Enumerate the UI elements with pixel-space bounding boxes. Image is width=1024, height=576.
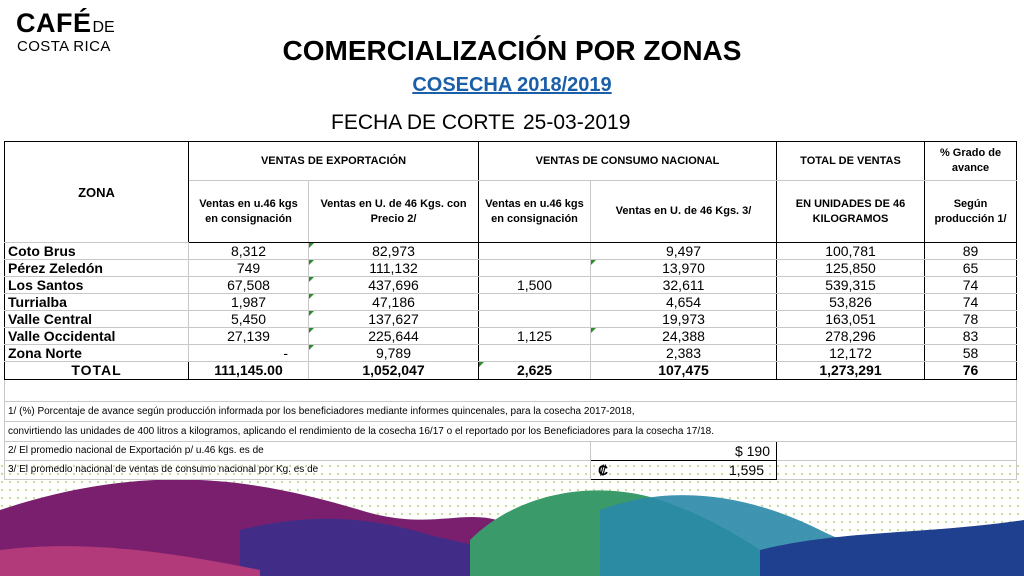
total-value: 163,051 bbox=[777, 311, 925, 328]
footnote-2: 2/ El promedio nacional de Exportación p/ u.46 kgs. es de bbox=[5, 442, 591, 461]
table-row bbox=[5, 328, 1017, 345]
nat-consig-value bbox=[479, 260, 591, 277]
nat-consig-value bbox=[479, 311, 591, 328]
nat-units-value: 2,383 bbox=[591, 345, 777, 362]
table-row bbox=[5, 260, 1017, 277]
export-average-price: $ 190 bbox=[591, 442, 777, 461]
header-national-group: VENTAS DE CONSUMO NACIONAL bbox=[479, 142, 777, 181]
national-average-price bbox=[591, 461, 777, 480]
exp-consig-value: 1,987 bbox=[189, 294, 309, 311]
exp-consig-value: 27,139 bbox=[189, 328, 309, 345]
total-value: 100,781 bbox=[777, 243, 925, 260]
table-row bbox=[5, 345, 1017, 362]
total-nat-units: 107,475 bbox=[591, 362, 777, 380]
cutoff-date bbox=[331, 110, 630, 136]
exp-price-value: 137,627 bbox=[309, 311, 479, 328]
avance-value: 65 bbox=[925, 260, 1017, 277]
cutoff-label: FECHA DE CORTE bbox=[331, 111, 515, 134]
total-value: 53,826 bbox=[777, 294, 925, 311]
exp-consig-value: 749 bbox=[189, 260, 309, 277]
table-row bbox=[5, 311, 1017, 328]
nat-units-value: 9,497 bbox=[591, 243, 777, 260]
total-value: 12,172 bbox=[777, 345, 925, 362]
colon-currency-symbol: ₡ bbox=[598, 462, 609, 478]
zona-name: Zona Norte bbox=[5, 345, 189, 362]
logo-word: CAFÉ bbox=[16, 8, 92, 38]
logo-country: COSTA RICA bbox=[17, 38, 111, 55]
avance-value: 83 bbox=[925, 328, 1017, 345]
total-label: TOTAL bbox=[5, 362, 189, 380]
header-nat-consig: Ventas en u.46 kgs en consignación bbox=[479, 181, 591, 243]
logo-suffix: DE bbox=[92, 19, 115, 36]
exp-consig-value: 8,312 bbox=[189, 243, 309, 260]
avance-value: 74 bbox=[925, 294, 1017, 311]
zona-name: Turrialba bbox=[5, 294, 189, 311]
zona-name: Valle Occidental bbox=[5, 328, 189, 345]
total-nat-consig: 2,625 bbox=[479, 362, 591, 380]
header-progress-sub: Según producción 1/ bbox=[925, 181, 1017, 243]
zona-name: Los Santos bbox=[5, 277, 189, 294]
header-exp-consig: Ventas en u.46 kgs en consignación bbox=[189, 181, 309, 243]
cutoff-value: 25-03-2019 bbox=[522, 111, 631, 134]
header-total-units: EN UNIDADES DE 46 KILOGRAMOS bbox=[777, 181, 925, 243]
exp-price-value: 82,973 bbox=[309, 243, 479, 260]
national-average-value: 1,595 bbox=[728, 462, 764, 478]
harvest-subtitle: COSECHA 2018/2019 bbox=[412, 74, 612, 96]
nat-units-value: 32,611 bbox=[591, 277, 777, 294]
table-row bbox=[5, 294, 1017, 311]
exp-price-value: 225,644 bbox=[309, 328, 479, 345]
total-row bbox=[5, 362, 1017, 380]
total-total: 1,273,291 bbox=[777, 362, 925, 380]
zona-name: Pérez Zeledón bbox=[5, 260, 189, 277]
table-row bbox=[5, 277, 1017, 294]
nat-units-value: 13,970 bbox=[591, 260, 777, 277]
nat-consig-value bbox=[479, 243, 591, 260]
table-row bbox=[5, 243, 1017, 260]
avance-value: 78 bbox=[925, 311, 1017, 328]
avance-value: 58 bbox=[925, 345, 1017, 362]
total-avance: 76 bbox=[925, 362, 1017, 380]
nat-units-value: 24,388 bbox=[591, 328, 777, 345]
page-title: COMERCIALIZACIÓN POR ZONAS bbox=[282, 35, 742, 66]
avance-value: 74 bbox=[925, 277, 1017, 294]
exp-consig-value: - bbox=[189, 345, 309, 362]
header-total-group: TOTAL DE VENTAS bbox=[777, 142, 925, 181]
total-value: 539,315 bbox=[777, 277, 925, 294]
exp-price-value: 47,186 bbox=[309, 294, 479, 311]
nat-consig-value: 1,500 bbox=[479, 277, 591, 294]
exp-price-value: 111,132 bbox=[309, 260, 479, 277]
nat-units-value: 4,654 bbox=[591, 294, 777, 311]
sales-by-zone-table bbox=[4, 141, 1017, 480]
total-value: 278,296 bbox=[777, 328, 925, 345]
avance-value: 89 bbox=[925, 243, 1017, 260]
footnote-1: 1/ (%) Porcentaje de avance según producción informada por los beneficiadores mediante informes quincenales, para la cosecha 2017-2018, bbox=[5, 402, 1017, 422]
exp-price-value: 9,789 bbox=[309, 345, 479, 362]
exp-consig-value: 67,508 bbox=[189, 277, 309, 294]
nat-units-value: 19,973 bbox=[591, 311, 777, 328]
total-exp-consig: 111,145.00 bbox=[189, 362, 309, 380]
nat-consig-value: 1,125 bbox=[479, 328, 591, 345]
header-zona: ZONA bbox=[5, 142, 189, 243]
nat-consig-value bbox=[479, 345, 591, 362]
header-progress-group: % Grado de avance bbox=[925, 142, 1017, 181]
exp-consig-value: 5,450 bbox=[189, 311, 309, 328]
footnote-1-continued: convirtiendo las unidades de 400 litros a kilogramos, aplicando el rendimiento de la cosecha 16/17 o el reportado por los Beneficiadores para la cosecha 17/18. bbox=[5, 422, 1017, 442]
total-exp-price: 1,052,047 bbox=[309, 362, 479, 380]
total-value: 125,850 bbox=[777, 260, 925, 277]
header-nat-units: Ventas en U. de 46 Kgs. 3/ bbox=[591, 181, 777, 243]
zona-name: Coto Brus bbox=[5, 243, 189, 260]
header-exp-price: Ventas en U. de 46 Kgs. con Precio 2/ bbox=[309, 181, 479, 243]
header-export-group: VENTAS DE EXPORTACIÓN bbox=[189, 142, 479, 181]
exp-price-value: 437,696 bbox=[309, 277, 479, 294]
nat-consig-value bbox=[479, 294, 591, 311]
footnote-3: 3/ El promedio nacional de ventas de consumo nacional por Kg. es de bbox=[5, 461, 591, 480]
zona-name: Valle Central bbox=[5, 311, 189, 328]
